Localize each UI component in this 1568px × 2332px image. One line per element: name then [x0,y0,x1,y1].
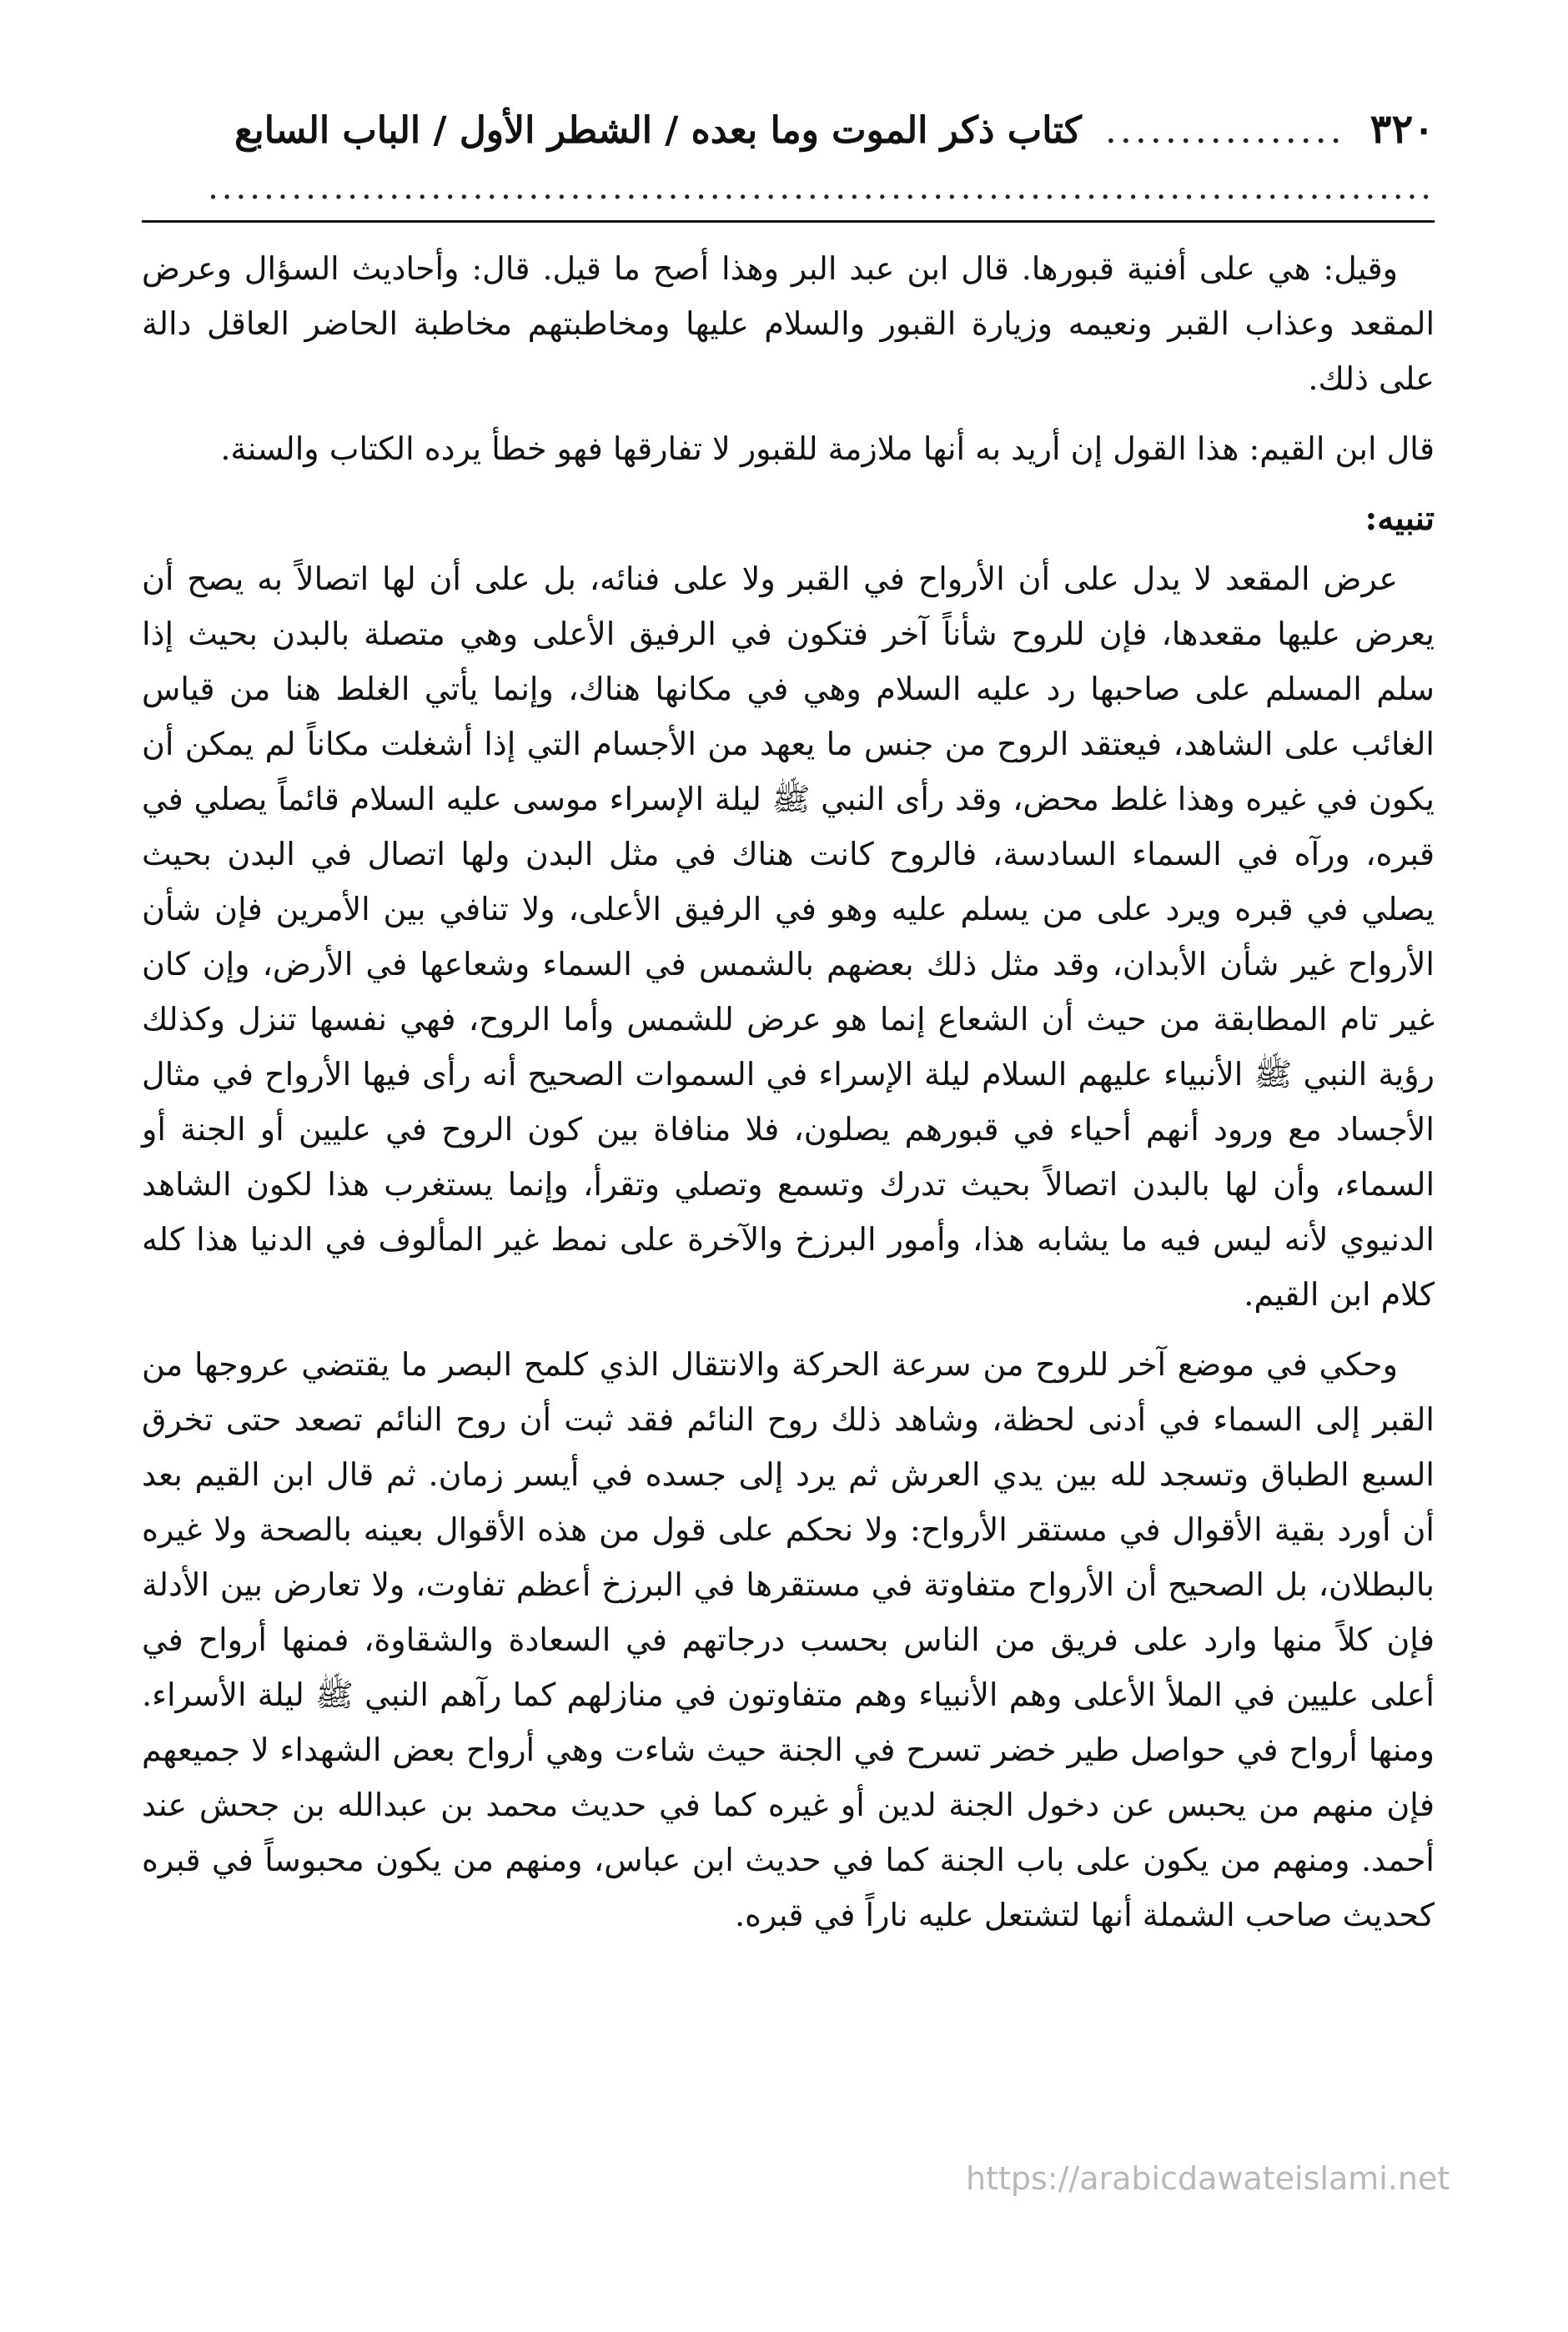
paragraph-ibn-qayyim-view: قال ابن القيم: هذا القول إن أريد به أنها ملازمة للقبور لا تفارقها فهو خطأ يرده الكتاب والسنة. [220,430,1435,467]
watermark-url: https://arabicdawateislami.net [966,2160,1450,2197]
paragraph-notice-body: عرض المقعد لا يدل على أن الأرواح في القبر ولا على فنائه، بل على أن لها اتصالاً به يصح أن يعرض عليها مقعدها، فإن للروح شأناً آخر فتكون في الرفيق الأعلى وهي متصلة بالبدن بحيث إذا سلم المسلم على صاحبها رد عليه السلام وهي في مكانها هناك، وإنما يأتي الغلط هنا من قياس الغائب على الشاهد، فيعتقد الروح من جنس ما يعهد من الأجسام التي إذا أشغلت مكاناً لم يمكن أن يكون في غيره وهذا غلط محض، وقد رأى النبي ﷺ ليلة الإسراء موسى عليه السلام قائماً يصلي في قبره، ورآه في السماء السادسة، فالروح كانت هناك في مثل البدن ولها اتصال في البدن بحيث يصلي في قبره ويرد على من يسلم عليه وهو في الرفيق الأعلى، ولا تنافي بين الأمرين فإن شأن الأرواح غير شأن الأبدان، وقد مثل ذلك بعضهم بالشمس في السماء وشعاعها في الأرض، وإن كان غير تام المطابقة من حيث أن الشعاع إنما هو عرض للشمس وأما الروح، فهي نفسها تنزل وكذلك رؤية النبي ﷺ الأنبياء عليهم السلام ليلة الإسراء في السموات الصحيح أنه رأى فيها الأرواح في مثال الأجساد مع ورود أنهم أحياء في قبورهم يصلون، فلا منافاة بين كون الروح في عليين أو الجنة أو السماء، وأن لها بالبدن اتصالاً بحيث تدرك وتسمع وتصلي وتقرأ، وإنما يستغرب هذا لكون الشاهد الدنيوي لأنه ليس فيه ما يشابه هذا، وأمور البرزخ والآخرة على نمط غير المألوف في الدنيا هذا كله كلام ابن القيم. [142,560,1435,1313]
page-body [142,241,1435,1942]
paragraph-soul-movement: وحكي في موضع آخر للروح من سرعة الحركة والانتقال الذي كلمح البصر ما يقتضي عروجها من القبر إلى السماء في أدنى لحظة، وشاهد ذلك روح النائم فقد ثبت أن روح النائم تصعد حتى تخرق السبع الطباق وتسجد لله بين يدي العرش ثم يرد إلى جسده في أيسر زمان. ثم قال ابن القيم بعد أن أورد بقية الأقوال في مستقر الأرواح: ولا نحكم على قول من هذه الأقوال بعينه بالصحة ولا غيره بالبطلان، بل الصحيح أن الأرواح متفاوتة في مستقرها في البرزخ أعظم تفاوت، ولا تعارض بين الأدلة فإن كلاً منها وارد على فريق من الناس بحسب درجاتهم في السعادة والشقاوة، فمنها أرواح في أعلى عليين في الملأ الأعلى وهم الأنبياء وهم متفاوتون في منازلهم كما رآهم النبي ﷺ ليلة الأسراء. ومنها أرواح في حواصل طير خضر تسرح في الجنة حيث شاءت وهي أرواح بعض الشهداء لا جميعهم فإن منهم من يحبس عن دخول الجنة لدين أو غيره كما في حديث محمد بن عبدالله بن جحش عند أحمد. ومنهم من يكون على باب الجنة كما في حديث ابن عباس، ومنهم من يكون محبوساً في قبره كحديث صاحب الشملة أنها لتشتعل عليه ناراً في قبره. [142,1346,1435,1933]
paragraph-locations-of-souls: وقيل: هي على أفنية قبورها. قال ابن عبد البر وهذا أصح ما قيل. قال: وأحاديث السؤال وعرض المقعد وعذاب القبر ونعيمه وزيارة القبور والسلام عليها ومخاطبتهم مخاطبة الحاضر العاقل دالة على ذلك. [142,250,1435,397]
book-page [142,100,1435,2310]
header-rule [142,220,1435,223]
header-dot-leader: ................ [1104,109,1345,152]
running-title: كتاب ذكر الموت وما بعده / الشطر الأول / الباب السابع [234,109,1082,152]
notice-heading: تنبيه: [1364,499,1435,538]
header-dotted-line: ........................................................................................ [208,168,1435,207]
running-header [142,100,1435,167]
page-number: ٣٢٠ [1369,106,1435,153]
